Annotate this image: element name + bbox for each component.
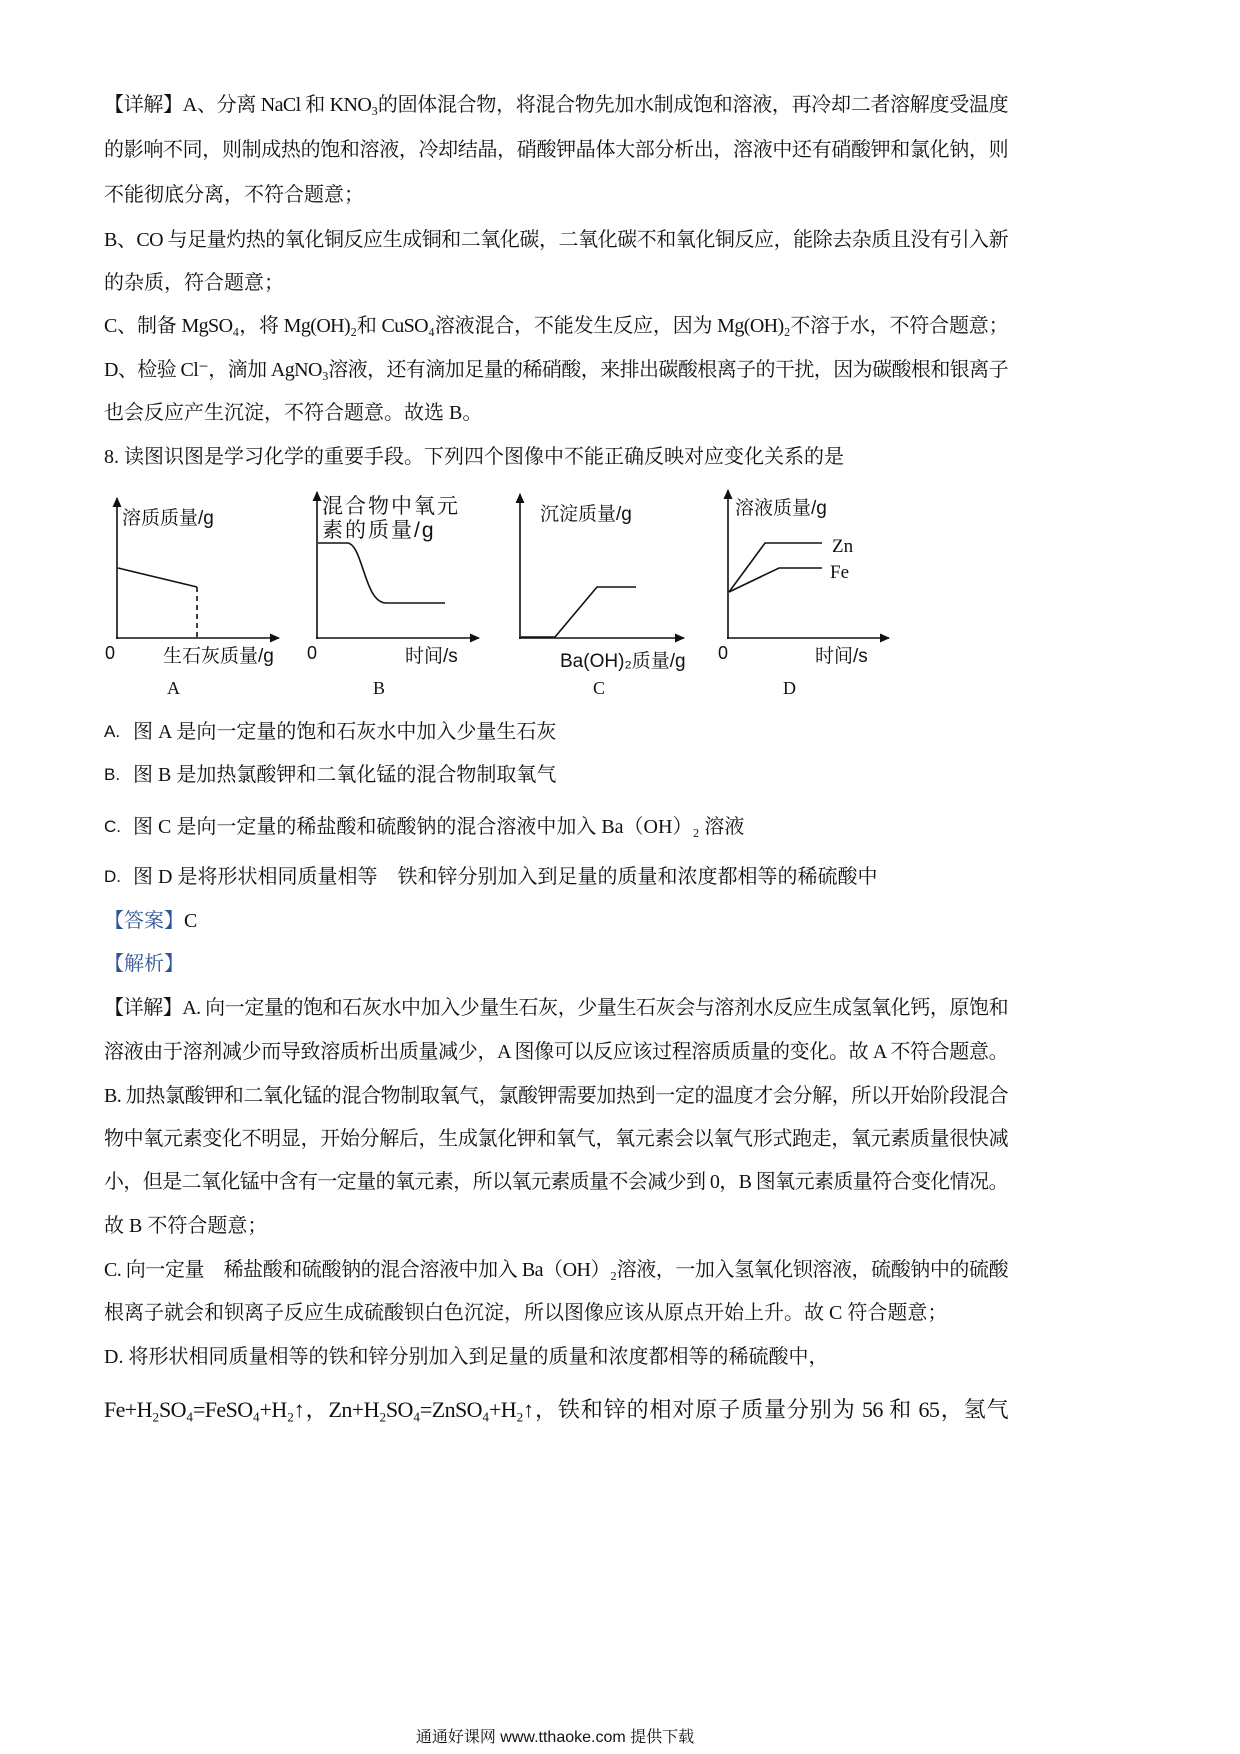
graph-c [519, 494, 686, 698]
graph-a-curve [118, 568, 197, 587]
option-c [104, 814, 1008, 840]
graph-b-x-label: 时间/s [405, 646, 458, 667]
analysis-line: 故 B 不符合题意； [104, 1215, 268, 1237]
graph-b-y-label-line2: 素的质量/g [322, 519, 436, 542]
graph-b-origin: 0 [307, 643, 318, 663]
graph-d-y-label: 溶液质量/g [735, 498, 827, 519]
analysis-line: 【详解】A. 向一定量的饱和石灰水中加入少量生石灰，少量生石灰会与溶剂水反应生成氢氧化钙，原饱和 [104, 997, 1008, 1019]
detail-line: 也会反应产生沉淀，不符合题意。故选 B。 [104, 402, 483, 424]
detail-line: 不能彻底分离，不符合题意； [104, 184, 364, 206]
detail-line: 【详解】A、分离 NaCl 和 KNO₃的固体混合物，将混合物先加水制成饱和溶液，再冷却二者溶解度受温度 [104, 94, 1008, 116]
detail-line: B、CO 与足量灼热的氧化铜反应生成铜和二氧化碳，二氧化碳不和氧化铜反应，能除去杂质且没有引入新 [104, 229, 1008, 251]
graph-c-curve [521, 587, 636, 637]
graph-a-caption: A [167, 678, 180, 698]
graph-a-origin: 0 [105, 643, 116, 663]
analysis-line: 物中氧元素变化不明显，开始分解后，生成氯化钾和氧气，氧元素会以氧气形式跑走，氧元素质量很快减 [104, 1128, 1008, 1150]
answer-tag: 【答案】 [104, 910, 184, 932]
option-text: 图 C 是向一定量的稀盐酸和硫酸钠的混合溶液中加入 Ba（OH）₂ 溶液 [133, 816, 745, 838]
detail-line: 的影响不同，则制成热的饱和溶液，冷却结晶，硝酸钾晶体大部分析出，溶液中还有硝酸钾和氯化钠，则 [104, 139, 1008, 161]
option-text: 图 D 是将形状相同质量相等 铁和锌分别加入到足量的质量和浓度都相等的稀硫酸中 [133, 866, 878, 888]
graph-a [105, 498, 279, 698]
analysis-line: 溶液由于溶剂减少而导致溶质析出质量减少，A 图像可以反应该过程溶质质量的变化。故 A 不符合题意。 [104, 1041, 1008, 1063]
graph-a-y-label: 溶质质量/g [122, 508, 214, 529]
graph-c-x-label: Ba(OH)₂质量/g [560, 651, 686, 672]
graph-b-y-label-line1: 混合物中氧元 [322, 495, 460, 518]
option-d [104, 864, 1008, 890]
graph-d-zn-label: Zn [832, 536, 854, 557]
analysis-line: 小，但是二氧化锰中含有一定量的氧元素，所以氧元素质量不会减少到 0，B 图氧元素质量符合变化情况。 [104, 1171, 1008, 1193]
option-label: B. [104, 765, 121, 784]
graph-b [307, 492, 479, 698]
analysis-line: 根离子就会和钡离子反应生成硫酸钡白色沉淀，所以图像应该从原点开始上升。故 C 符合题意； [104, 1302, 948, 1324]
graph-c-y-label: 沉淀质量/g [540, 504, 632, 525]
detail-line: C、制备 MgSO₄，将 Mg(OH)₂和 CuSO₄溶液混合，不能发生反应，因为 Mg(OH)₂不溶于水，不符合题意； [104, 315, 1008, 337]
graph-d-origin: 0 [718, 643, 729, 663]
graph-d-caption: D [783, 678, 796, 698]
option-text: 图 B 是加热氯酸钾和二氧化锰的混合物制取氧气 [133, 764, 557, 786]
analysis-tag-line [104, 951, 1008, 977]
detail-line: 的杂质，符合题意； [104, 272, 284, 294]
option-b [104, 762, 1008, 788]
graph-c-caption: C [593, 678, 606, 698]
answer-value: C [184, 910, 198, 932]
equation-line: Fe+H₂SO₄=FeSO₄+H₂↑，Zn+H₂SO₄=ZnSO₄+H₂↑，铁和锌的相对原子质量分别为 56 和 65，氢气 [104, 1397, 1008, 1422]
analysis-line: D. 将形状相同质量相等的铁和锌分别加入到足量的质量和浓度都相等的稀硫酸中， [104, 1346, 829, 1368]
option-label: A. [104, 722, 121, 741]
detail-line: D、检验 Cl⁻，滴加 AgNO₃溶液，还有滴加足量的稀硝酸，来排出碳酸根离子的干扰，因为碳酸根和银离子 [104, 359, 1008, 381]
graph-d-fe-label: Fe [830, 562, 849, 583]
page-footer: 通通好课网 www.tthaoke.com 提供下载 [415, 1729, 695, 1746]
graph-b-curve [318, 543, 445, 603]
analysis-line: C. 向一定量 稀盐酸和硫酸钠的混合溶液中加入 Ba（OH）₂溶液，一加入氢氧化钡溶液，硫酸钠中的硫酸 [104, 1259, 1008, 1281]
option-label: C. [104, 817, 121, 836]
option-text: 图 A 是向一定量的饱和石灰水中加入少量生石灰 [133, 721, 557, 743]
graph-b-caption: B [373, 678, 386, 698]
graph-d-x-label: 时间/s [815, 646, 868, 667]
graph-a-x-label: 生石灰质量/g [163, 646, 274, 667]
question-stem: 8. 读图识图是学习化学的重要手段。下列四个图像中不能正确反映对应变化关系的是 [104, 446, 844, 468]
option-a [104, 719, 1008, 745]
graphs-figure [0, 480, 1240, 710]
graph-d [718, 490, 889, 698]
option-label: D. [104, 867, 121, 886]
analysis-tag: 【解析】 [104, 953, 184, 975]
answer-line [104, 908, 1008, 934]
graph-d-fe-curve [729, 568, 822, 592]
analysis-line: B. 加热氯酸钾和二氧化锰的混合物制取氧气，氯酸钾需要加热到一定的温度才会分解，所以开始阶段混合 [104, 1085, 1008, 1107]
